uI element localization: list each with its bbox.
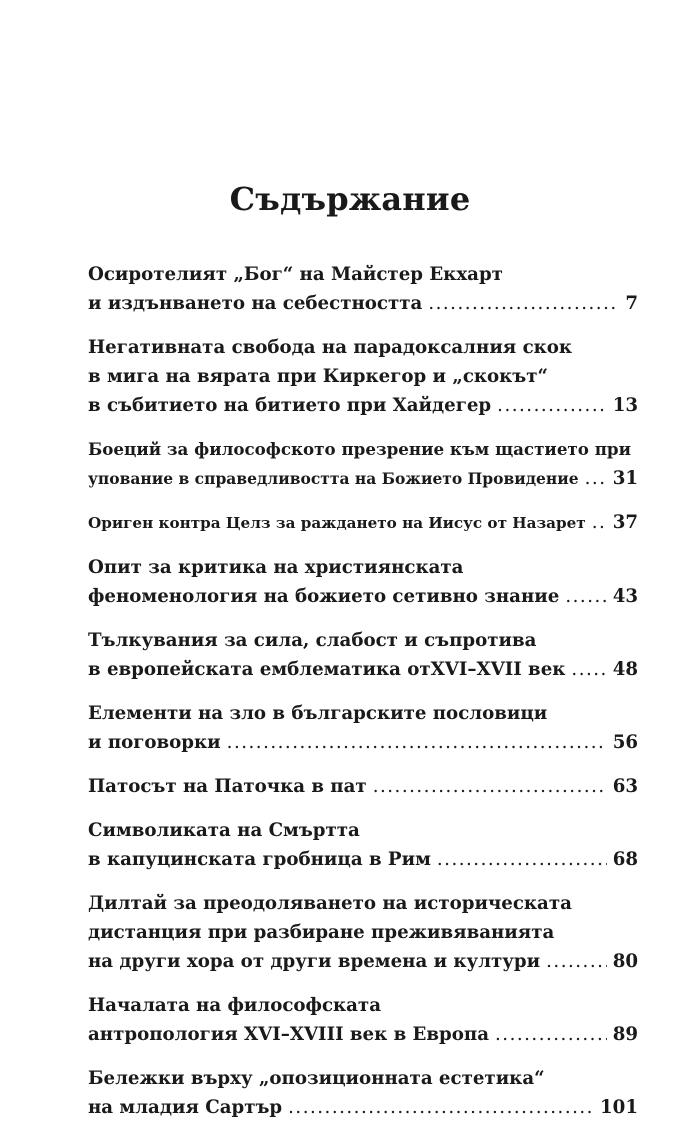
page-number: 101 xyxy=(600,1097,638,1118)
toc-entry[interactable] xyxy=(88,626,638,684)
dot-leader xyxy=(546,947,607,976)
toc-entry-title-line: в мига на вярата при Киркегор и „скокът“ xyxy=(88,366,548,387)
toc-entry-title-line: и издънването на себестността xyxy=(88,293,423,314)
toc-entry[interactable] xyxy=(88,508,638,538)
toc-entry-title-line: в събитието на битието при Хайдегер xyxy=(88,395,492,416)
toc-entry-title-line: Елементи на зло в българските пословици xyxy=(88,703,548,724)
dot-leader xyxy=(227,728,607,757)
toc-entry-title-line: в европейската емблематика отXVI–XVII век xyxy=(88,659,566,680)
page-number: 68 xyxy=(612,849,638,870)
page-number: 89 xyxy=(612,1024,638,1045)
dot-leader xyxy=(428,289,619,318)
toc-entry[interactable] xyxy=(88,553,638,611)
toc-entry[interactable] xyxy=(88,699,638,757)
page-number: 31 xyxy=(612,468,638,489)
toc-entry-last-line xyxy=(88,464,638,493)
page-number: 48 xyxy=(612,659,638,680)
toc-entry[interactable] xyxy=(88,889,638,976)
toc-entry[interactable] xyxy=(88,1064,638,1122)
toc-entry-last-line xyxy=(88,391,638,420)
page-title: Съдържание xyxy=(229,180,471,218)
page-number: 80 xyxy=(612,951,638,972)
toc-entry-title-line: Началата на философската xyxy=(88,995,381,1016)
dot-leader xyxy=(592,508,607,537)
toc-entry[interactable] xyxy=(88,260,638,318)
toc-entry-last-line xyxy=(88,655,638,684)
toc-entry-last-line xyxy=(88,289,638,318)
toc-entry-last-line xyxy=(88,1020,638,1049)
toc-entry[interactable] xyxy=(88,435,638,493)
toc-entry-title-line: дистанция при разбиране преживяванията xyxy=(88,922,555,943)
toc-entry-title-line: Осиротелият „Бог“ на Майстер Екхарт xyxy=(88,264,503,285)
toc-entry-title-line: в капуцинската гробница в Рим xyxy=(88,849,431,870)
toc-entry-title-line: на други хора от други времена и култури xyxy=(88,951,541,972)
toc-entry-title-line: упование в справедливостта на Божието Провидение xyxy=(88,469,579,488)
toc-entry-title-line: Бележки върху „опозиционната естетика“ xyxy=(88,1068,545,1089)
table-of-contents xyxy=(88,260,638,1137)
toc-entry-title-line: на младия Сартър xyxy=(88,1097,283,1118)
page-number: 63 xyxy=(612,776,638,797)
toc-entry-title-line: Символиката на Смъртта xyxy=(88,820,360,841)
page-number: 37 xyxy=(612,512,638,533)
toc-entry-title-line: Тълкувания за сила, слабост и съпротива xyxy=(88,630,537,651)
toc-entry-last-line xyxy=(88,772,638,801)
toc-entry-last-line xyxy=(88,1093,638,1122)
page-number: 56 xyxy=(612,732,638,753)
dot-leader xyxy=(495,1020,607,1049)
toc-entry-title-line: Боеций за философското презрение към щастието при xyxy=(88,439,631,459)
toc-entry-last-line xyxy=(88,845,638,874)
toc-entry-title-line: антропология XVI–XVIII век в Европа xyxy=(88,1024,490,1045)
dot-leader xyxy=(565,582,606,611)
toc-entry[interactable] xyxy=(88,991,638,1049)
toc-entry-title-line: Патосът на Паточка в пат xyxy=(88,776,367,797)
toc-entry[interactable] xyxy=(88,333,638,420)
page-number: 43 xyxy=(612,586,638,607)
toc-entry[interactable] xyxy=(88,772,638,801)
toc-entry-title-line: феноменология на божието сетивно знание xyxy=(88,586,560,607)
toc-entry-title-line: Негативната свобода на парадоксалния скок xyxy=(88,337,573,358)
dot-leader xyxy=(288,1093,594,1122)
toc-entry-last-line xyxy=(88,728,638,757)
toc-entry-title-line: Ориген контра Целз за раждането на Иисус от Назарет xyxy=(88,514,586,532)
dot-leader xyxy=(497,391,607,420)
toc-entry-title-line: Опит за критика на християнската xyxy=(88,557,464,578)
toc-entry-last-line xyxy=(88,508,638,538)
dot-leader xyxy=(585,464,607,493)
toc-entry-title-line: Дилтай за преодоляването на историческата xyxy=(88,893,572,914)
dot-leader xyxy=(571,655,606,684)
toc-entry[interactable] xyxy=(88,816,638,874)
page-number: 13 xyxy=(612,395,638,416)
dot-leader xyxy=(437,845,607,874)
toc-entry-last-line xyxy=(88,582,638,611)
toc-entry-last-line xyxy=(88,947,638,976)
page-number: 7 xyxy=(625,293,638,314)
dot-leader xyxy=(373,772,607,801)
toc-entry-title-line: и поговорки xyxy=(88,732,221,753)
